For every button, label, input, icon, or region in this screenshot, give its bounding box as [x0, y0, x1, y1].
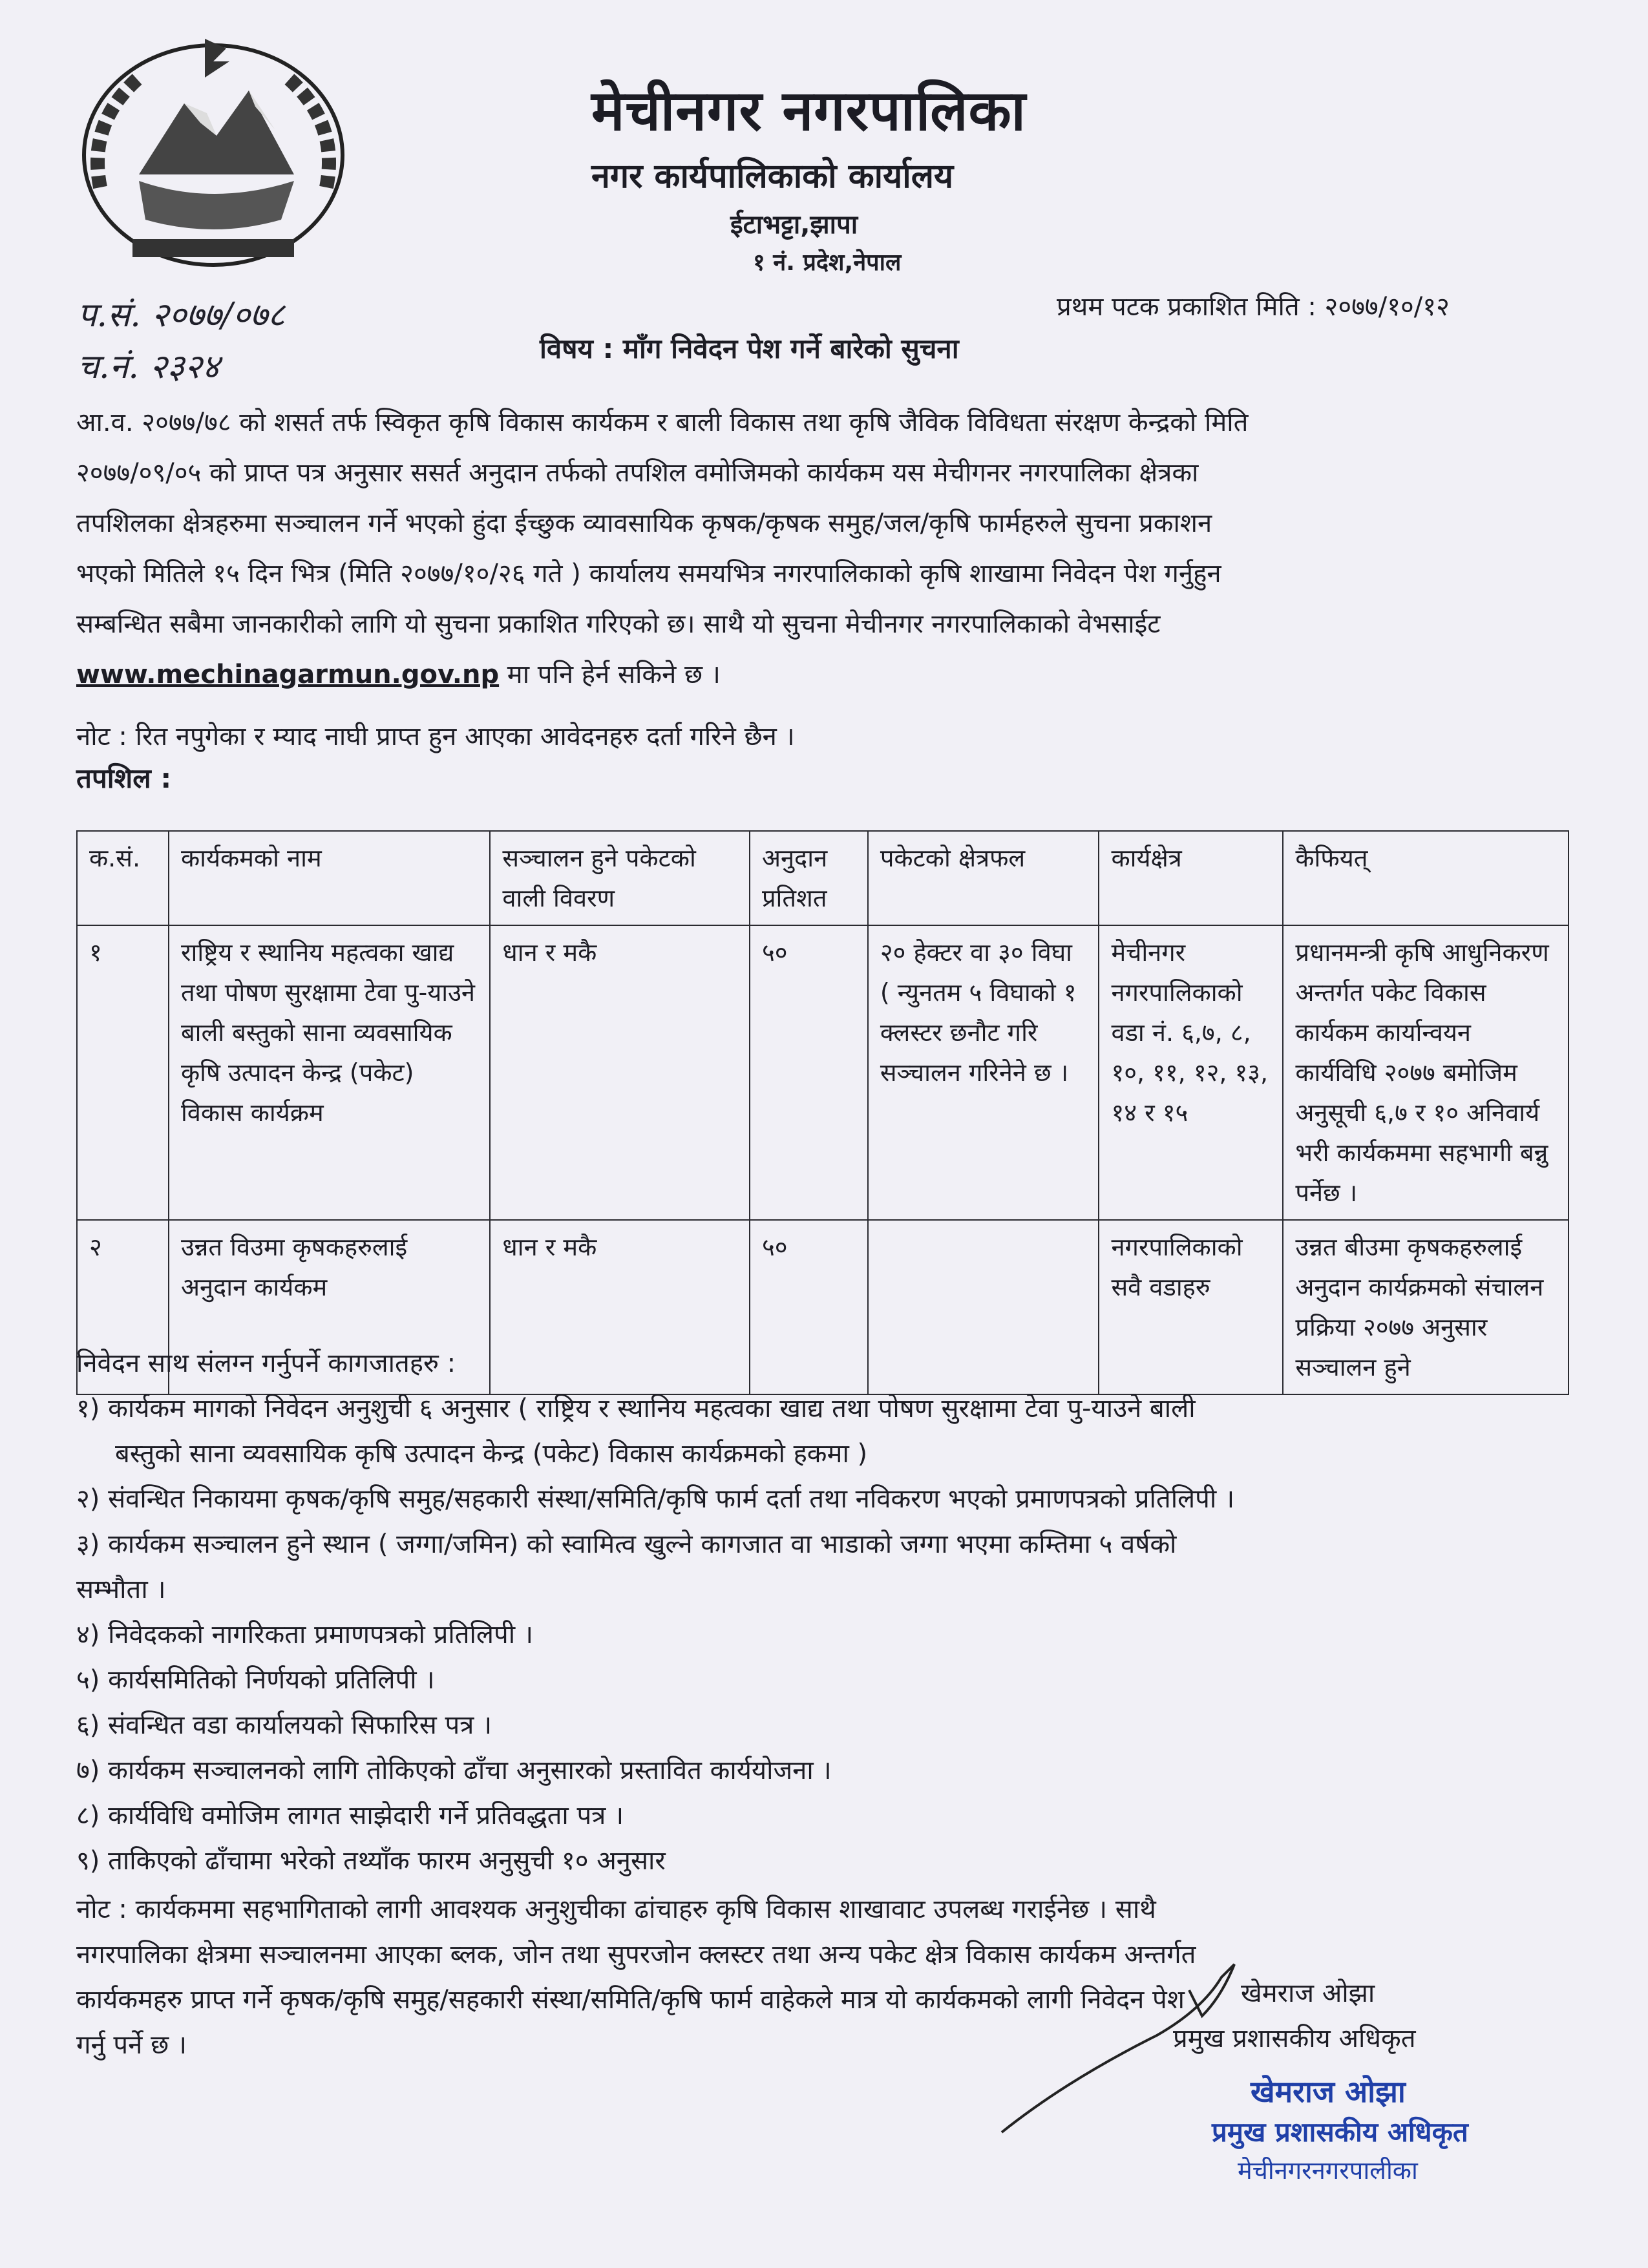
table-cell: धान र मकै [490, 925, 750, 1220]
table-cell: नगरपालिकाको सवै वडाहरु [1099, 1220, 1283, 1394]
col-header: क.सं. [77, 831, 169, 925]
table-cell: मेचीनगर नगरपालिकाको वडा नं. ६,७, ८, १०, ११, १२, १३, १४ र १५ [1099, 925, 1283, 1220]
ref-ps: प.सं. २०७७/०७८ [78, 296, 286, 335]
col-header: पकेटको क्षेत्रफल [868, 831, 1099, 925]
table-cell: ५० [750, 925, 868, 1220]
doc-item: बस्तुको साना व्यवसायिक कृषि उत्पादन केन्द्र (पकेट) विकास कार्यक्रमको हकमा ) [115, 1439, 868, 1469]
body-line: सम्बन्धित सबैमा जानकारीको लागि यो सुचना प्रकाशित गरिएको छ। साथै यो सुचना मेचीनगर नगरपालिकाको वेभसाईट [76, 609, 1161, 639]
published-date: प्रथम पटक प्रकाशित मिति : २०७७/१०/१२ [1057, 292, 1450, 322]
stamp-title: प्रमुख प्रशासकीय अधिकृत [1212, 2116, 1468, 2148]
col-header: सञ्चालन हुने पकेटको वाली विवरण [490, 831, 750, 925]
docs-list [76, 1386, 1582, 1884]
table-row [77, 925, 1569, 1220]
doc-item: २) संवन्धित निकायमा कृषक/कृषि समुह/सहकारी संस्था/समिति/कृषि फार्म दर्ता तथा नविकरण भएको प्रमाणपत्रको प्रतिलिपी । [76, 1484, 1235, 1514]
doc-item: ९) ताकिएको ढाँचामा भरेको तथ्याँक फारम अनुसुची १० अनुसार [76, 1846, 666, 1876]
stamp-office: मेचीनगरनगरपालीका [1238, 2156, 1418, 2185]
table-cell: धान र मकै [490, 1220, 750, 1394]
col-header: कार्यकमको नाम [169, 831, 490, 925]
table-header-row [77, 831, 1569, 925]
table-cell: उन्नत बीउमा कृषकहरुलाई अनुदान कार्यक्रमको संचालन प्रक्रिया २०७७ अनुसार सञ्चालन हुने [1283, 1220, 1569, 1394]
table-cell: उन्नत विउमा कृषकहरुलाई अनुदान कार्यकम [169, 1220, 490, 1394]
signatory-title: प्रमुख प्रशासकीय अधिकृत [1173, 2024, 1416, 2053]
table-cell: २ [77, 1220, 169, 1394]
tapsil-heading: तपशिल : [76, 762, 172, 794]
col-header: कार्यक्षेत्र [1099, 831, 1283, 925]
table-cell: राष्ट्रिय र स्थानिय महत्वका खाद्य तथा पोषण सुरक्षामा टेवा पु-याउने बाली बस्तुको साना व्यवसायिक कृषि उत्पादन केन्द्र (पकेट) विकास कार्यक्रम [169, 925, 490, 1220]
body-line: २०७७/०९/०५ को प्राप्त पत्र अनुसार ससर्त अनुदान तर्फको तपशिल वमोजिमको कार्यकम यस मेचीगनर नगरपालिका क्षेत्रका [76, 458, 1199, 488]
office-location: ईटाभट्टा,झापा [730, 210, 858, 240]
docs-heading: निवेदन साथ संलग्न गर्नुपर्ने कागजातहरु : [76, 1349, 456, 1378]
notice-body [76, 397, 1569, 700]
office-province: १ नं. प्रदेश,नेपाल [753, 249, 902, 276]
body-line: आ.व. २०७७/७८ को शसर्त तर्फ स्विकृत कृषि विकास कार्यकम र बाली विकास तथा कृषि जैविक विविधता संरक्षण केन्द्रको मिति [76, 408, 1249, 437]
note-line: नोट : कार्यकममा सहभागिताको लागी आवश्यक अनुशुचीका ढांचाहरु कृषि विकास शाखावाट उपलब्ध गराईनेछ । साथै [76, 1895, 1156, 1924]
doc-item: ८) कार्यविधि वमोजिम लागत साझेदारी गर्ने प्रतिवद्धता पत्र । [76, 1801, 624, 1831]
office-subtitle: नगर कार्यपालिकाको कार्यालय [591, 157, 954, 196]
program-table [76, 830, 1569, 1395]
table-cell: ५० [750, 1220, 868, 1394]
note-invalid: नोट : रित नपुगेका र म्याद नाघी प्राप्त हुन आएका आवेदनहरु दर्ता गरिने छैन । [76, 722, 795, 751]
body-line: भएको मितिले १५ दिन भित्र (मिति २०७७/१०/२६ गते ) कार्यालय समयभित्र नगरपालिकाको कृषि शाखामा निवेदन पेश गर्नुहुन [76, 559, 1221, 589]
subject-line: विषय : माँग निवेदन पेश गर्ने बारेको सुचना [540, 333, 959, 364]
doc-item: ७) कार्यकम सञ्चालनको लागि तोकिएको ढाँचा अनुसारको प्रस्तावित कार्ययोजना । [76, 1756, 832, 1785]
note-line: कार्यकमहरु प्राप्त गर्ने कृषक/कृषि समुह/सहकारी संस्था/समिति/कृषि फार्म वाहेकले मात्र यो कार्यकमको लागी निवेदन पेश [76, 1985, 1185, 2015]
stamp-name: खेमराज ओझा [1251, 2074, 1406, 2109]
doc-item: ५) कार्यसमितिको निर्णयको प्रतिलिपी । [76, 1665, 435, 1695]
signatory-name: खेमराज ओझा [1241, 1979, 1375, 2008]
office-title: मेचीनगर नगरपालिका [591, 79, 1026, 143]
doc-item: ३) कार्यकम सञ्चालन हुने स्थान ( जग्गा/जमिन) को स्वामित्व खुल्ने कागजात वा भाडाको जग्गा भएमा कम्तिमा ५ वर्षको [76, 1529, 1177, 1559]
body-line: तपशिलका क्षेत्रहरुमा सञ्चालन गर्ने भएको हुंदा ईच्छुक व्यावसायिक कृषक/कृषक समुह/जल/कृषि फार्महरुले सुचना प्रकाशन [76, 509, 1212, 538]
nepal-emblem-icon [61, 26, 365, 271]
ref-cn: च.नं. २३२४ [78, 348, 220, 386]
doc-item: सम्भौता । [76, 1575, 166, 1604]
url-suffix: मा पनि हेर्न सकिने छ । [499, 660, 721, 689]
table-cell [868, 1220, 1099, 1394]
col-header: अनुदान प्रतिशत [750, 831, 868, 925]
website-link[interactable]: www.mechinagarmun.gov.np [76, 660, 500, 689]
table-cell: १ [77, 925, 169, 1220]
col-header: कैफियत् [1283, 831, 1569, 925]
doc-item: ६) संवन्धित वडा कार्यालयको सिफारिस पत्र । [76, 1710, 492, 1740]
doc-item: ४) निवेदकको नागरिकता प्रमाणपत्रको प्रतिलिपी । [76, 1620, 533, 1650]
table-cell: प्रधानमन्त्री कृषि आधुनिकरण अन्तर्गत पकेट विकास कार्यकम कार्यान्वयन कार्यविधि २०७७ बमोजिम अनुसूची ६,७ र १० अनिवार्य भरी कार्यकममा सहभागी बन्नु पर्नेछ । [1283, 925, 1569, 1220]
note-line: नगरपालिका क्षेत्रमा सञ्चालनमा आएका ब्लक, जोन तथा सुपरजोन क्लस्टर तथा अन्य पकेट क्षेत्र विकास कार्यकम अन्तर्गत [76, 1940, 1196, 1969]
table-cell: २० हेक्टर वा ३० विघा ( न्युनतम ५ विघाको १ क्लस्टर छनौट गरि सञ्चालन गरिनेने छ । [868, 925, 1099, 1220]
doc-item: १) कार्यकम मागको निवेदन अनुशुची ६ अनुसार ( राष्ट्रिय र स्थानिय महत्वका खाद्य तथा पोषण सुरक्षामा टेवा पु-याउने बाली [76, 1394, 1196, 1423]
note-line: गर्नु पर्ने छ । [76, 2030, 187, 2060]
